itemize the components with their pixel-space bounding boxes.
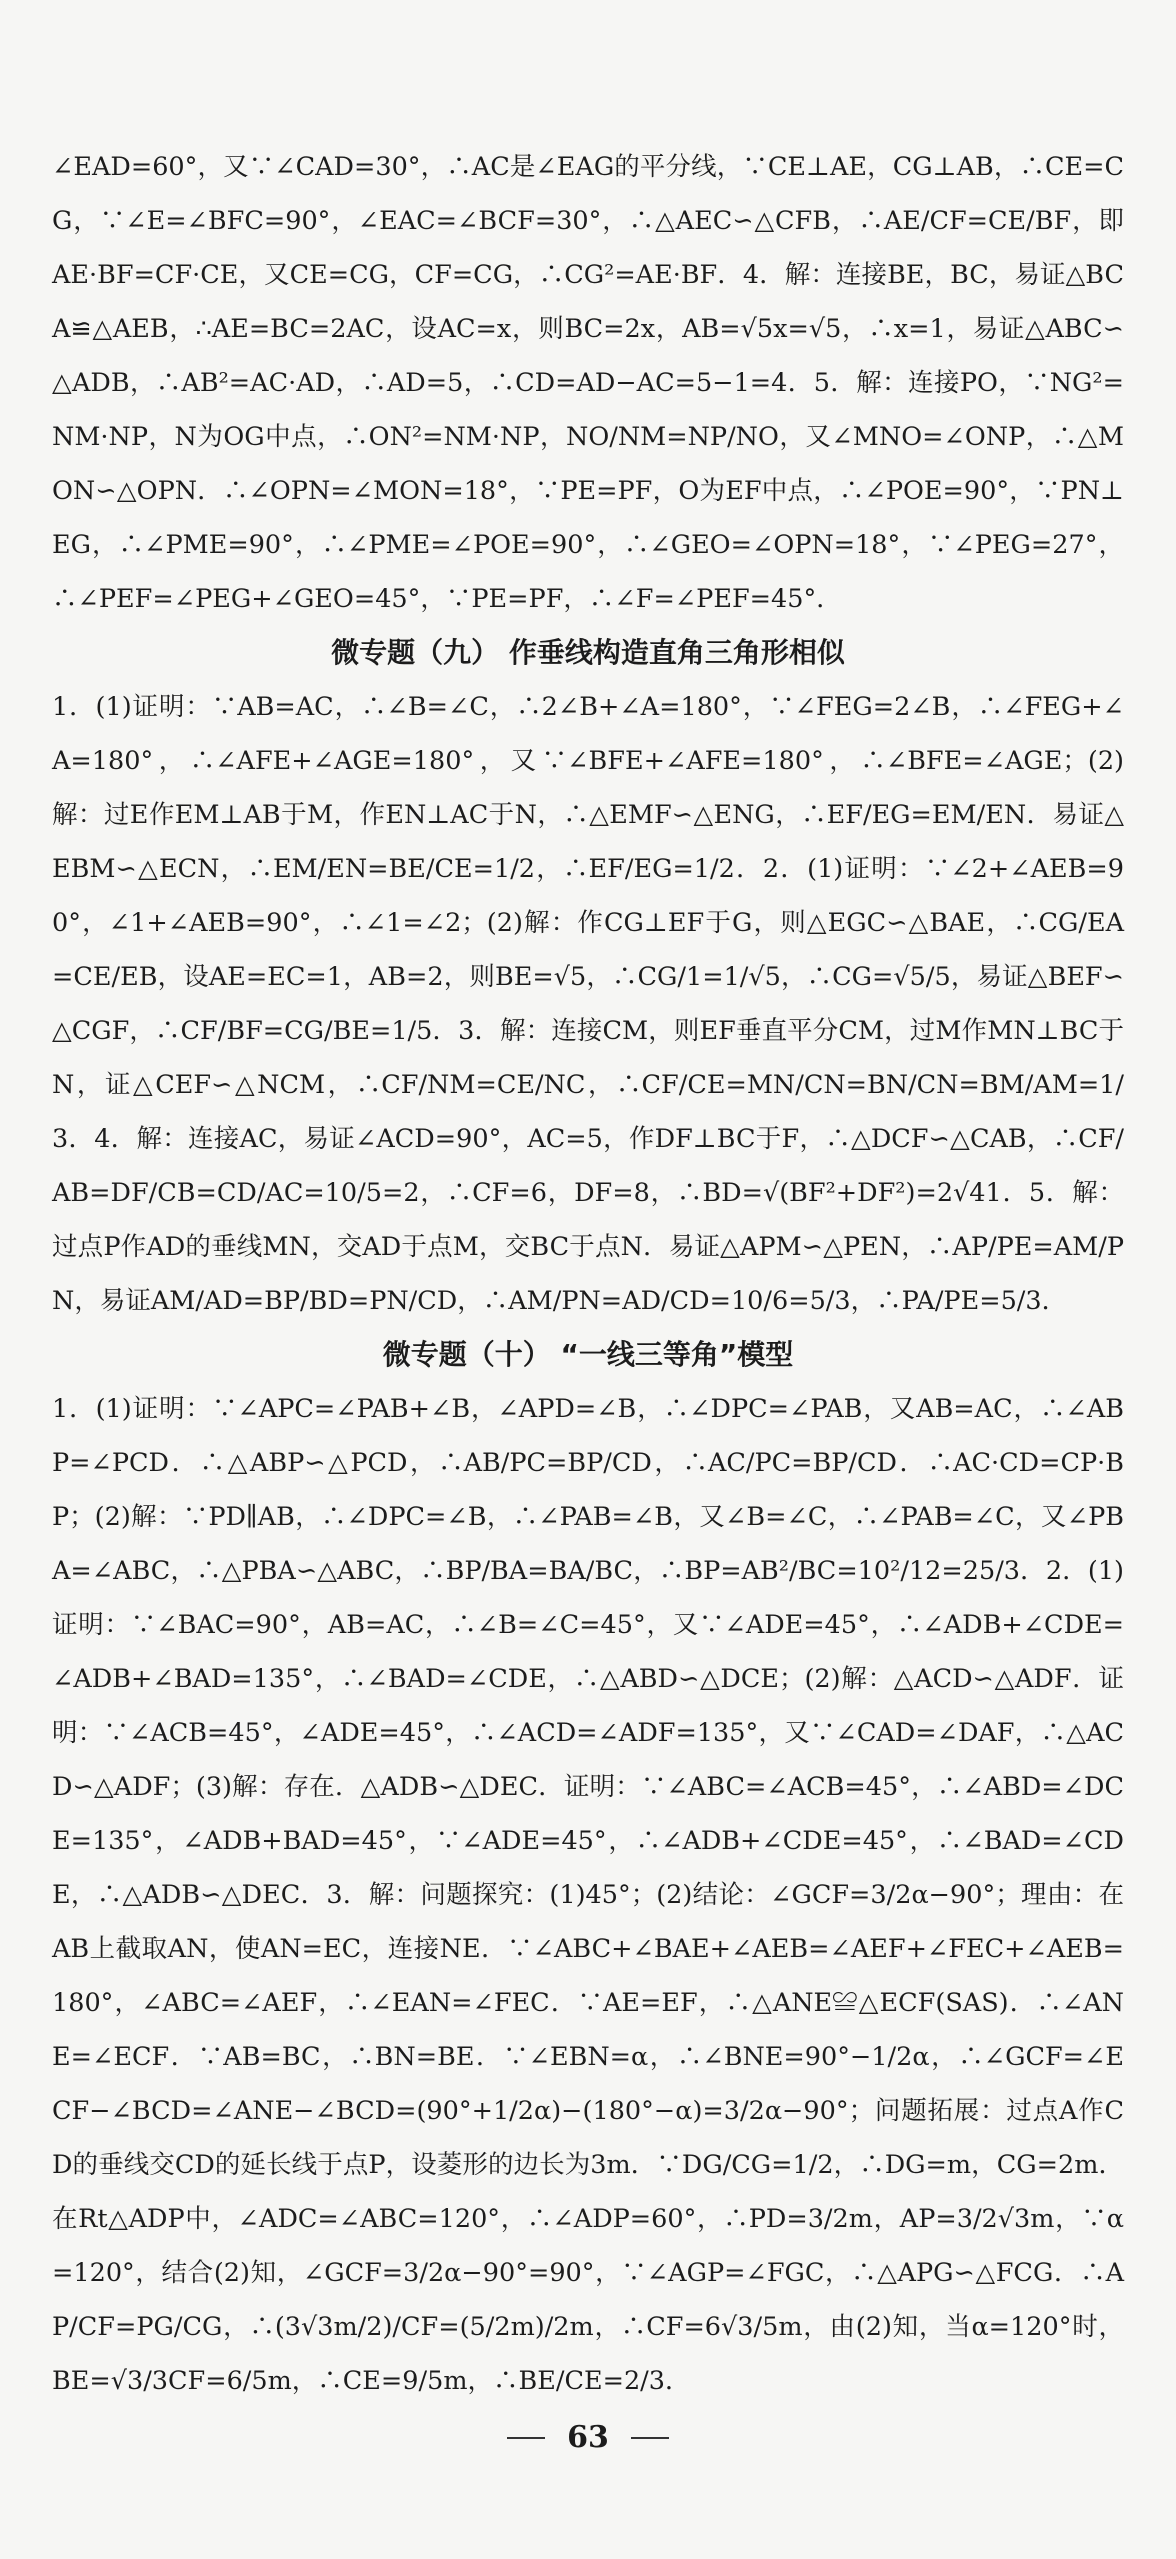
footer-dash-right <box>631 2437 669 2439</box>
page-footer <box>0 2420 1176 2455</box>
section-heading-10: 微专题（十） “一线三等角”模型 <box>382 1338 794 1371</box>
page-number: 63 <box>567 2420 609 2455</box>
text-block-continued: ∠EAD=60°，又∵∠CAD=30°，∴AC是∠EAG的平分线，∵CE⊥AE，CG⊥AB，∴CE=CG，∵∠E=∠BFC=90°，∠EAC=∠BCF=30°，∴△AEC∽△CFB，∴AE/CF=CE/BF，即AE·BF=CF·CE，又CE=CG，CF=CG，∴CG²=AE·BF．4．解：连接BE，BC，易证△BCA≌△AEB，∴AE=BC=2AC，设AC=x，则BC=2x，AB=√5x=√5，∴x=1，易证△ABC∽△ADB，∴AB²=AC·AD，∴AD=5，∴CD=AD−AC=5−1=4．5．解：连接PO，∵NG²=NM·NP，N为OG中点，∴ON²=NM·NP，NO/NM=NP/NO，又∠MNO=∠ONP，∴△MON∽△OPN．∴∠OPN=∠MON=18°，∵PE=PF，O为EF中点，∴∠POE=90°，∵PN⊥EG，∴∠PME=90°，∴∠PME=∠POE=90°，∴∠GEO=∠OPN=18°，∵∠PEG=27°，∴∠PEF=∠PEG+∠GEO=45°，∵PE=PF，∴∠F=∠PEF=45°． <box>52 152 1124 614</box>
text-block-topic-10: 1．(1)证明：∵∠APC=∠PAB+∠B，∠APD=∠B，∴∠DPC=∠PAB，又AB=AC，∴∠ABP=∠PCD．∴△ABP∽△PCD，∴AB/PC=BP/CD，∴AC/PC=BP/CD．∴AC·CD=CP·BP；(2)解：∵PD∥AB，∴∠DPC=∠B，∴∠PAB=∠B，又∠B=∠C，∴∠PAB=∠C，又∠PBA=∠ABC，∴△PBA∽△ABC，∴BP/BA=BA/BC，∴BP=AB²/BC=10²/12=25/3．2．(1)证明：∵∠BAC=90°，AB=AC，∴∠B=∠C=45°，又∵∠ADE=45°，∴∠ADB+∠CDE=∠ADB+∠BAD=135°，∴∠BAD=∠CDE，∴△ABD∽△DCE；(2)解：△ACD∽△ADF．证明：∵∠ACB=45°，∠ADE=45°，∴∠ACD=∠ADF=135°，又∵∠CAD=∠DAF，∴△ACD∽△ADF；(3)解：存在．△ADB∽△DEC．证明：∵∠ABC=∠ACB=45°，∴∠ABD=∠DCE=135°，∠ADB+BAD=45°，∵∠ADE=45°，∴∠ADB+∠CDE=45°，∴∠BAD=∠CDE，∴△ADB∽△DEC．3．解：问题探究：(1)45°；(2)结论：∠GCF=3/2α−90°；理由：在AB上截取AN，使AN=EC，连接NE．∵∠ABC+∠BAE+∠AEB=∠AEF+∠FEC+∠AEB=180°，∠ABC=∠AEF，∴∠EAN=∠FEC．∵AE=EF，∴△ANE≌△ECF(SAS)．∴∠ANE=∠ECF．∵AB=BC，∴BN=BE．∵∠EBN=α，∴∠BNE=90°−1/2α，∴∠GCF=∠ECF−∠BCD=∠ANE−∠BCD=(90°+1/2α)−(180°−α)=3/2α−90°；问题拓展：过点A作CD的垂线交CD的延长线于点P，设菱形的边长为3m．∵DG/CG=1/2，∴DG=m，CG=2m．在Rt△ADP中，∠ADC=∠ABC=120°，∴∠ADP=60°，∴PD=3/2m，AP=3/2√3m，∵α=120°，结合(2)知，∠GCF=3/2α−90°=90°，∵∠AGP=∠FGC，∴△APG∽△FCG．∴AP/CF=PG/CG，∴(3√3m/2)/CF=(5/2m)/2m，∴CF=6√3/5m，由(2)知，当α=120°时，BE=√3/3CF=6/5m，∴CE=9/5m，∴BE/CE=2/3． <box>52 1394 1124 2396</box>
footer-dash-left <box>507 2437 545 2439</box>
text-block-topic-9: 1．(1)证明：∵AB=AC，∴∠B=∠C，∴2∠B+∠A=180°，∵∠FEG=2∠B，∴∠FEG+∠A=180°，∴∠AFE+∠AGE=180°，又∵∠BFE+∠AFE=180°，∴∠BFE=∠AGE；(2)解：过E作EM⊥AB于M，作EN⊥AC于N，∴△EMF∽△ENG，∴EF/EG=EM/EN．易证△EBM∽△ECN，∴EM/EN=BE/CE=1/2，∴EF/EG=1/2．2．(1)证明：∵∠2+∠AEB=90°，∠1+∠AEB=90°，∴∠1=∠2；(2)解：作CG⊥EF于G，则△EGC∽△BAE，∴CG/EA=CE/EB，设AE=EC=1，AB=2，则BE=√5，∴CG/1=1/√5，∴CG=√5/5，易证△BEF∽△CGF，∴CF/BF=CG/BE=1/5．3．解：连接CM，则EF垂直平分CM，过M作MN⊥BC于N，证△CEF∽△NCM，∴CF/NM=CE/NC，∴CF/CE=MN/CN=BN/CN=BM/AM=1/3．4．解：连接AC，易证∠ACD=90°，AC=5，作DF⊥BC于F，∴△DCF∽△CAB，∴CF/AB=DF/CB=CD/AC=10/5=2，∴CF=6，DF=8，∴BD=√(BF²+DF²)=2√41．5．解：过点P作AD的垂线MN，交AD于点M，交BC于点N．易证△APM∽△PEN，∴AP/PE=AM/PN，易证AM/AD=BP/BD=PN/CD，∴AM/PN=AD/CD=10/6=5/3，∴PA/PE=5/3． <box>52 692 1124 1316</box>
section-heading-9: 微专题（九） 作垂线构造直角三角形相似 <box>331 636 845 669</box>
